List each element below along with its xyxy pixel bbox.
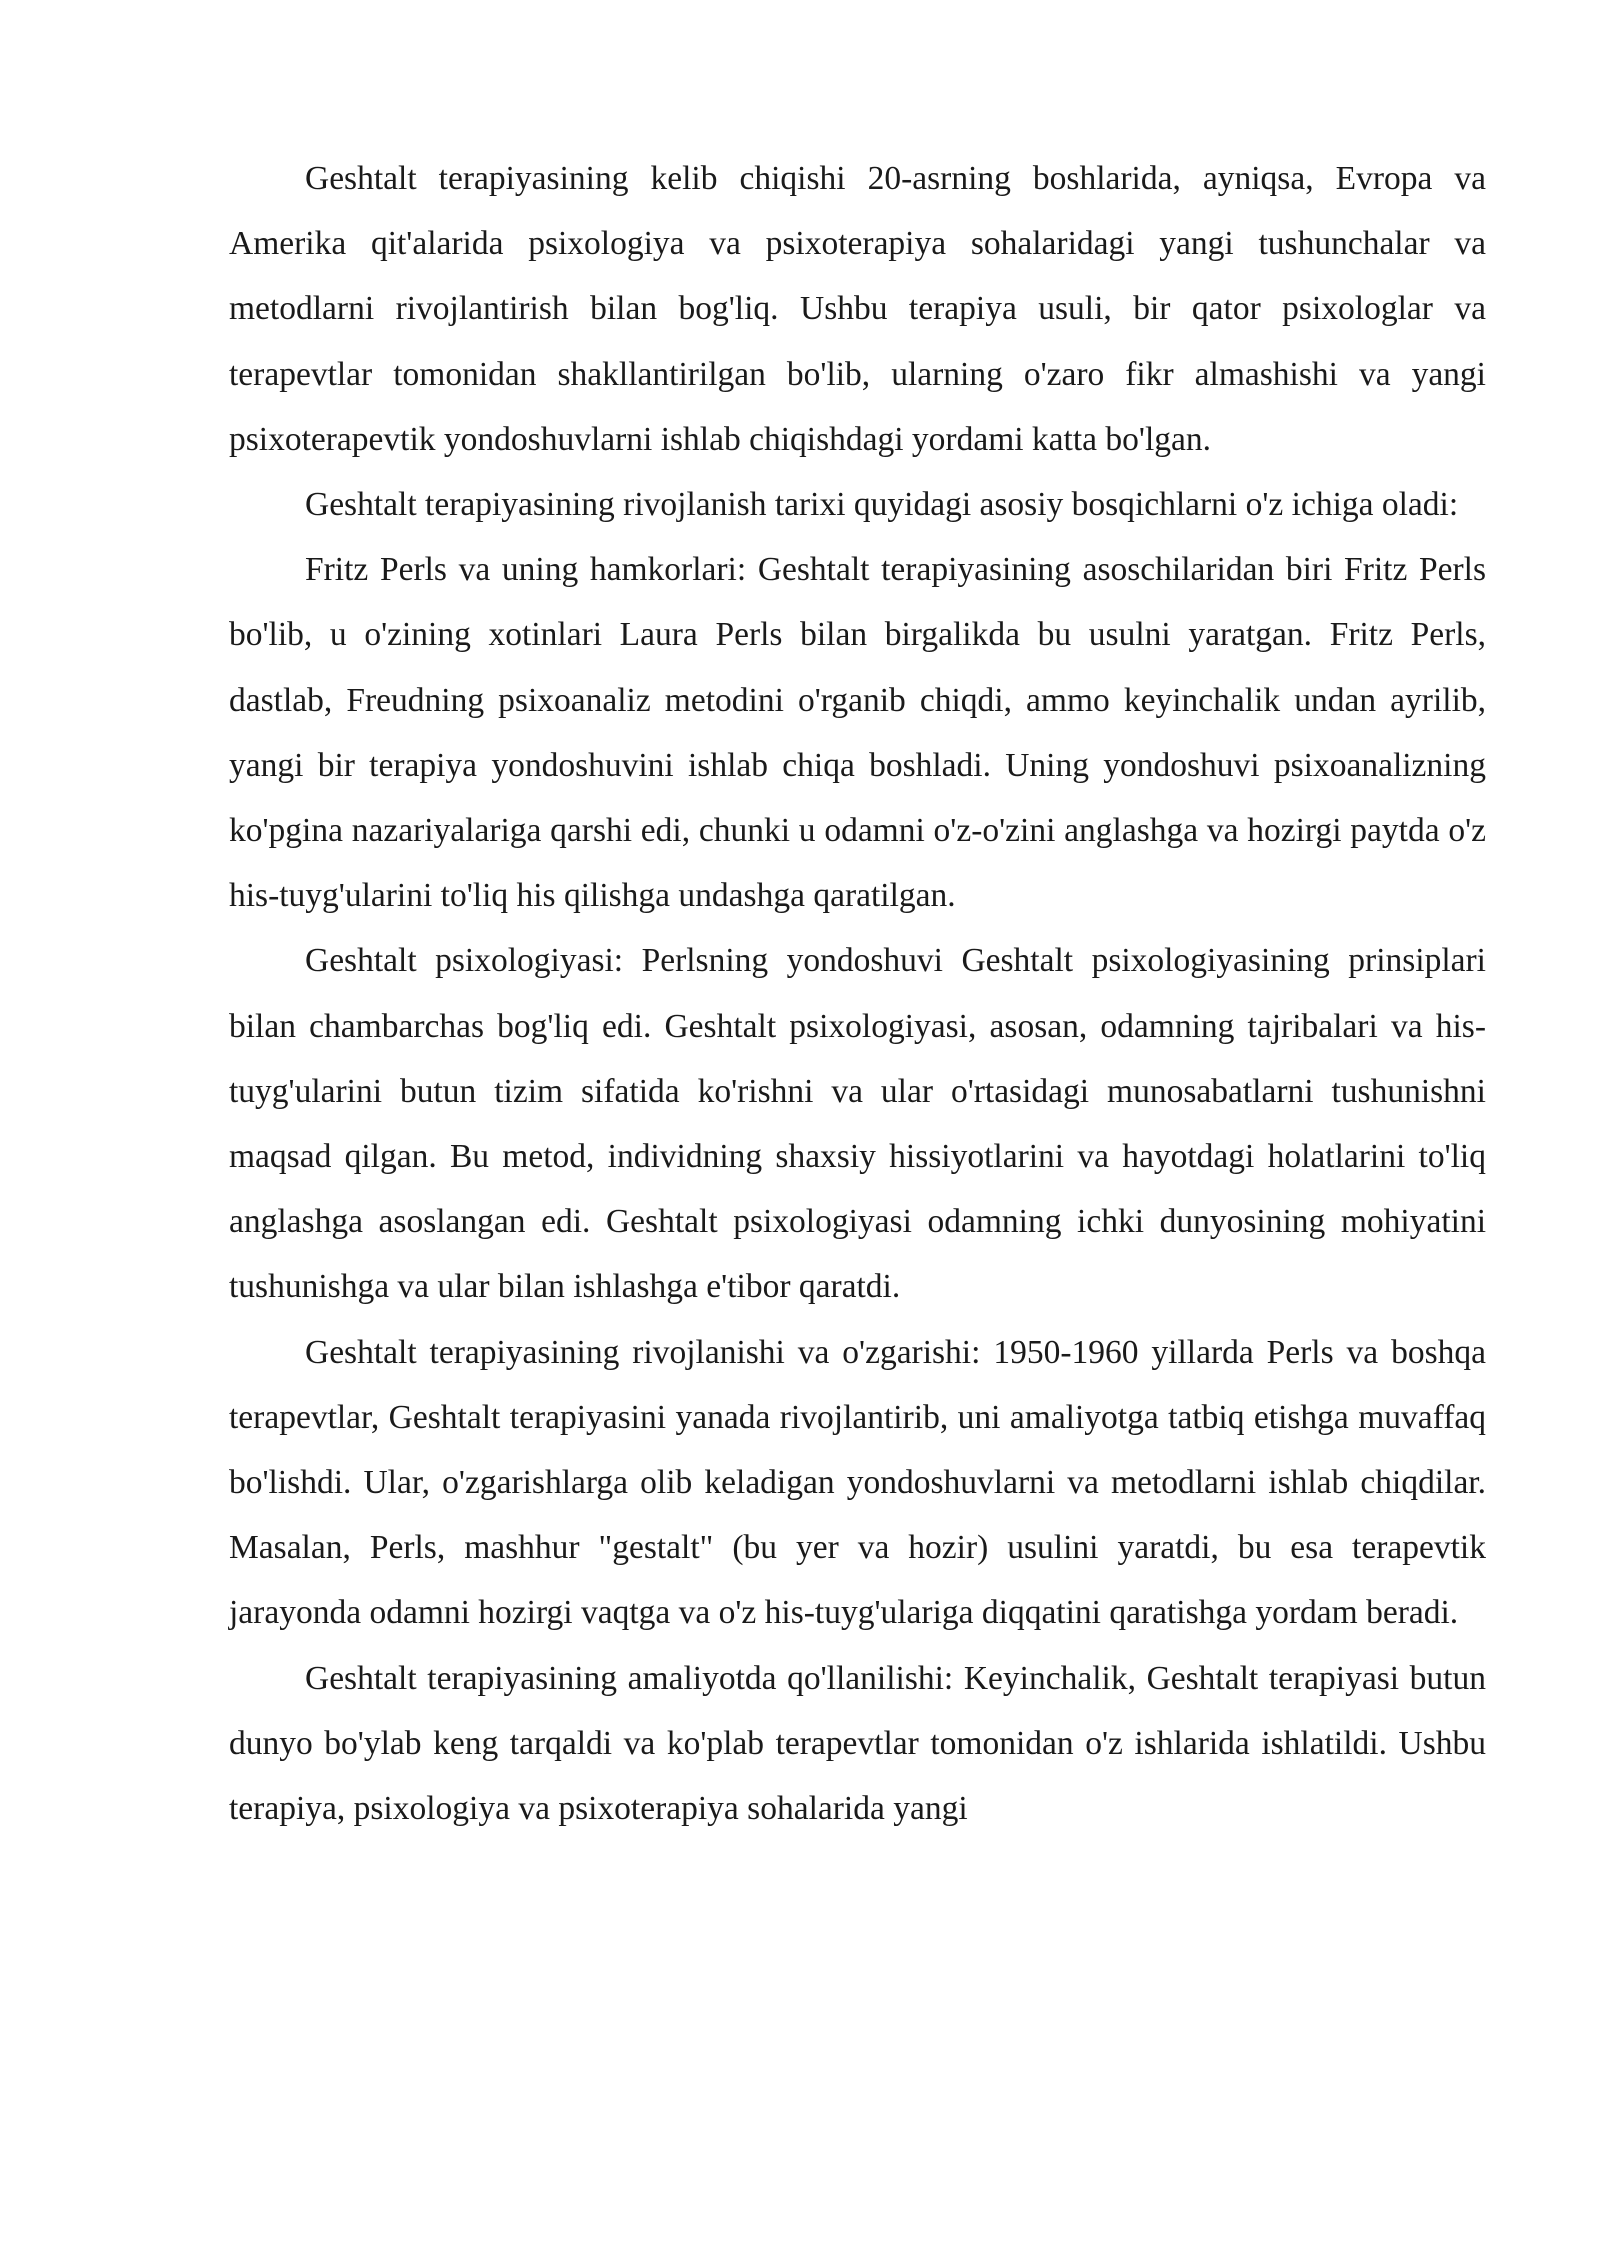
paragraph-practice: Geshtalt terapiyasining amaliyotda qo'llanilishi: Keyinchalik, Geshtalt terapiyasi butun dunyo bo'ylab keng tarqaldi va ko'plab terapevtlar tomonidan o'z ishlarida ishlatildi. Ushbu terapiya, psixologiya va psixoterapiya sohalarida yangi <box>229 1659 1486 1828</box>
paragraph-fritz-perls: Fritz Perls va uning hamkorlari: Geshtalt terapiyasining asoschilaridan biri Fritz Perls bo'lib, u o'zining xotinlari Laura Perls bilan birgalikda bu usulni yaratgan. Fritz Perls, dastlab, Freudning psixoanaliz metodini o'rganib chiqdi, ammo keyinchalik undan ayrilib, yangi bir terapiya yondoshuvini ishlab chiqa boshladi. Uning yondoshuvi psixoanalizning ko'pgina nazariyalariga qarshi edi, chunki u odamni o'z-o'zini anglashga va hozirgi paytda o'z his-tuyg'ularini to'liq his qilishga undashga qaratilgan. <box>229 551 1486 915</box>
paragraph-history-stages: Geshtalt terapiyasining rivojlanish tarixi quyidagi asosiy bosqichlarni o'z ichiga oladi: <box>305 486 1459 524</box>
paragraph-origin: Geshtalt terapiyasining kelib chiqishi 20-asrning boshlarida, ayniqsa, Evropa va Amerika qit'alarida psixologiya va psixoterapiya sohalaridagi yangi tushunchalar va metodlarni rivojlantirish bilan bog'liq. Ushbu terapiya usuli, bir qator psixologlar va terapevtlar tomonidan shakllantirilgan bo'lib, ularning o'zaro fikr almashishi va yangi psixoterapevtik yondoshuvlarni ishlab chiqishdagi yordami katta bo'lgan. <box>229 160 1486 458</box>
body-text <box>229 146 1486 1841</box>
paragraph-gestalt-psychology: Geshtalt psixologiyasi: Perlsning yondoshuvi Geshtalt psixologiyasining prinsiplari bilan chambarchas bog'liq edi. Geshtalt psixologiyasi, asosan, odamning tajribalari va his-tuyg'ularini butun tizim sifatida ko'rishni va ular o'rtasidagi munosabatlarni tushunishni maqsad qilgan. Bu metod, individning shaxsiy hissiyotlarini va hayotdagi holatlarini to'liq anglashga asoslangan edi. Geshtalt psixologiyasi odamning ichki dunyosining mohiyatini tushunishga va ular bilan ishlashga e'tibor qaratdi. <box>229 942 1486 1306</box>
paragraph-development: Geshtalt terapiyasining rivojlanishi va o'zgarishi: 1950-1960 yillarda Perls va boshqa terapevtlar, Geshtalt terapiyasini yanada rivojlantirib, uni amaliyotga tatbiq etishga muvaffaq bo'lishdi. Ular, o'zgarishlarga olib keladigan yondoshuvlarni va metodlarni ishlab chiqdilar. Masalan, Perls, mashhur "gestalt" (bu yer va hozir) usulini yaratdi, bu esa terapevtik jarayonda odamni hozirgi vaqtga va o'z his-tuyg'ulariga diqqatini qaratishga yordam beradi. <box>229 1333 1486 1632</box>
